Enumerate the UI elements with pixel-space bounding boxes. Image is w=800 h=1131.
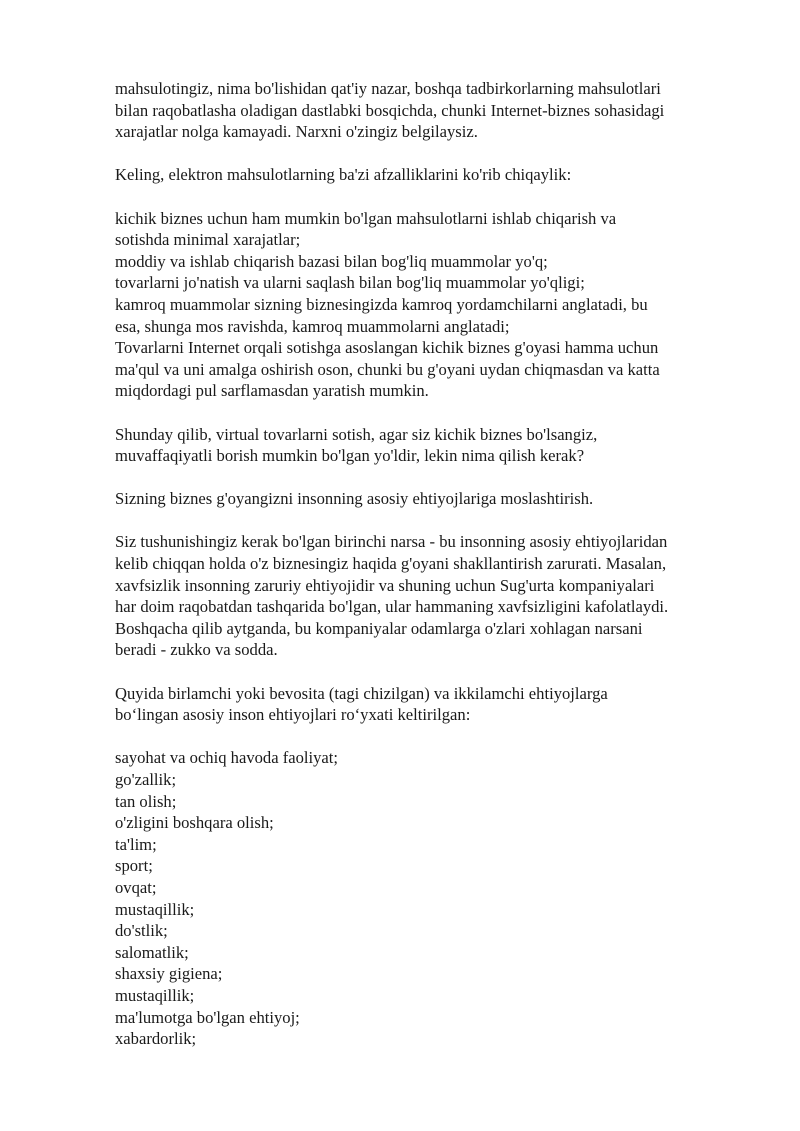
list-item: do'stlik;: [115, 921, 168, 941]
text-line: sotishda minimal xarajatlar;: [115, 230, 301, 250]
list-item: o'zligini boshqara olish;: [115, 813, 274, 833]
list-item: sport;: [115, 856, 153, 876]
text-line: mahsulotingiz, nima bo'lishidan qat'iy nazar, boshqa tadbirkorlarning mahsulotlari: [115, 79, 661, 98]
text-line: kichik biznes uchun ham mumkin bo'lgan mahsulotlarni ishlab chiqarish va: [115, 208, 617, 228]
text-line: har doim raqobatdan tashqarida bo'lgan, ular hammaning xavfsizligini kafolatlaydi.: [115, 597, 669, 617]
list-item: shaxsiy gigiena;: [115, 964, 223, 984]
document-body: [115, 78, 755, 726]
text-line: kamroq muammolar sizning biznesingizda kamroq yordamchilarni anglatadi, bu: [115, 294, 648, 314]
paragraph: [115, 164, 755, 186]
document-page: [115, 78, 755, 1050]
text-line: beradi - zukko va sodda.: [115, 640, 278, 660]
text-line: Keling, elektron mahsulotlarning ba'zi afzalliklarini ko'rib chiqaylik:: [115, 165, 572, 185]
text-line: miqdordagi pul sarflamasdan yaratish mumkin.: [115, 381, 429, 401]
paragraph: [115, 208, 755, 402]
text-line: Shunday qilib, virtual tovarlarni sotish, agar siz kichik biznes bo'lsangiz,: [115, 424, 598, 444]
text-line: esa, shunga mos ravishda, kamroq muammolarni anglatadi;: [115, 316, 510, 336]
text-line: ma'qul va uni amalga oshirish oson, chunki bu g'oyani uydan chiqmasdan va katta: [115, 359, 660, 379]
text-line: Tovarlarni Internet orqali sotishga asoslangan kichik biznes g'oyasi hamma uchun: [115, 338, 659, 358]
list-item: tan olish;: [115, 791, 177, 811]
list-item: xabardorlik;: [115, 1029, 197, 1049]
paragraph: [115, 488, 755, 510]
text-line: Quyida birlamchi yoki bevosita (tagi chizilgan) va ikkilamchi ehtiyojlarga: [115, 683, 608, 703]
list-item: ovqat;: [115, 877, 157, 897]
text-line: xavfsizlik insonning zaruriy ehtiyojidir va shuning uchun Sug'urta kompaniyalari: [115, 575, 655, 595]
paragraph: [115, 78, 755, 143]
paragraph: [115, 531, 755, 661]
list-item: sayohat va ochiq havoda faoliyat;: [115, 748, 339, 768]
list-item: ma'lumotga bo'lgan ehtiyoj;: [115, 1007, 300, 1027]
text-line: kelib chiqqan holda o'z biznesingiz haqida g'oyani shakllantirish zarurati. Masalan,: [115, 554, 667, 574]
list-item: mustaqillik;: [115, 985, 195, 1005]
list-item: salomatlik;: [115, 942, 189, 962]
text-line: Sizning biznes g'oyangizni insonning asosiy ehtiyojlariga moslashtirish.: [115, 489, 594, 509]
text-line: Boshqacha qilib aytganda, bu kompaniyalar odamlarga o'zlari xohlagan narsani: [115, 618, 643, 638]
text-line: bo‘lingan asosiy inson ehtiyojlari ro‘yxati keltirilgan:: [115, 705, 471, 725]
list-item: mustaqillik;: [115, 899, 195, 919]
needs-list: [115, 747, 755, 1049]
text-line: muvaffaqiyatli borish mumkin bo'lgan yo'ldir, lekin nima qilish kerak?: [115, 446, 585, 466]
text-line: xarajatlar nolga kamayadi. Narxni o'zingiz belgilaysiz.: [115, 122, 478, 142]
text-line: tovarlarni jo'natish va ularni saqlash bilan bog'liq muammolar yo'qligi;: [115, 273, 585, 293]
paragraph: [115, 424, 755, 467]
text-line: bilan raqobatlasha oladigan dastlabki bosqichda, chunki Internet-biznes sohasidagi: [115, 100, 665, 120]
list-item: ta'lim;: [115, 834, 157, 854]
text-line: moddiy va ishlab chiqarish bazasi bilan bog'liq muammolar yo'q;: [115, 251, 548, 271]
paragraph: [115, 683, 755, 726]
list-item: go'zallik;: [115, 770, 177, 789]
text-line: Siz tushunishingiz kerak bo'lgan birinchi narsa - bu insonning asosiy ehtiyojlaridan: [115, 532, 668, 552]
